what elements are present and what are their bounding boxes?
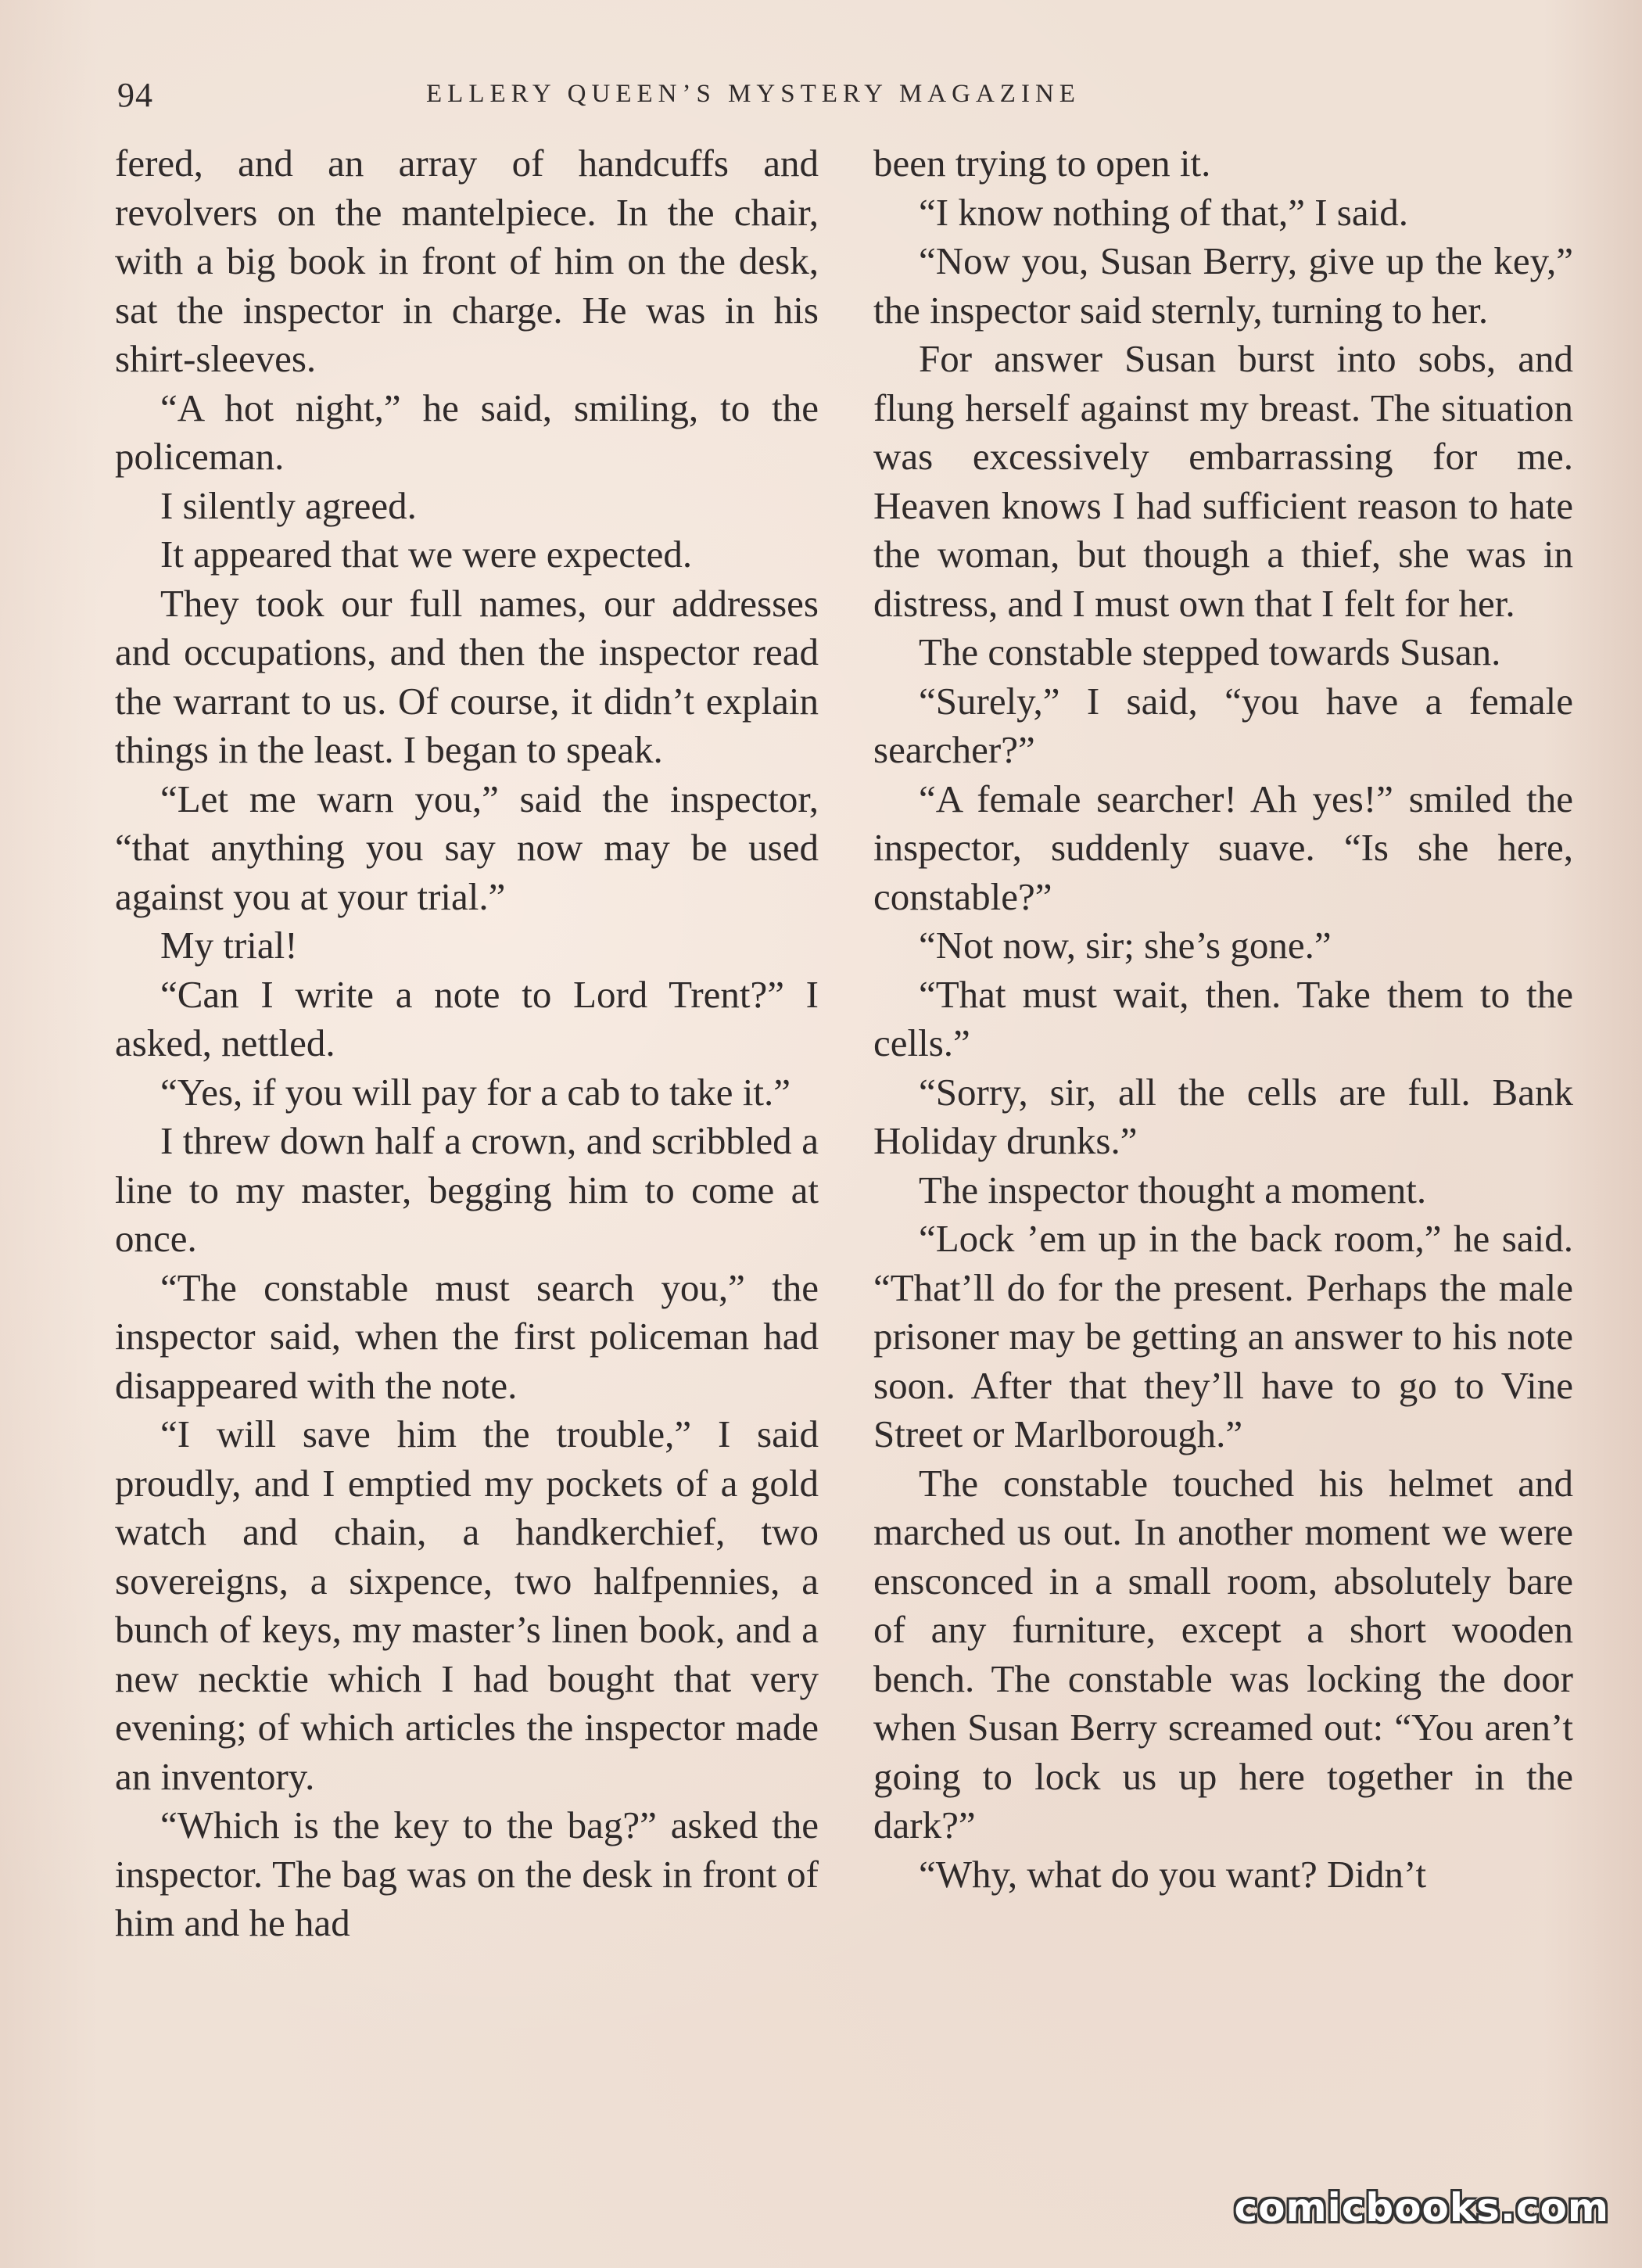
- paragraph: “Now you, Susan Berry, give up the key,” the inspector said sternly, turning to her.: [873, 239, 1573, 332]
- watermark: comicbooks.com: [1234, 2185, 1609, 2230]
- page-number: 94: [117, 76, 153, 114]
- paragraph: “That must wait, then. Take them to the cells.”: [873, 972, 1573, 1064]
- paragraph: been trying to open it.: [873, 142, 1211, 185]
- paragraph: “A female searcher! Ah yes!” smiled the inspector, suddenly suave. “Is she here, constable?”: [873, 777, 1573, 918]
- paragraph: “The constable must search you,” the inspector said, when the first policeman had disappeared with the note.: [115, 1265, 819, 1407]
- paragraph: “A hot night,” he said, smiling, to the policeman.: [115, 386, 819, 478]
- paragraph: “Let me warn you,” said the inspector, “that anything you say now may be used against you at your trial.”: [115, 777, 819, 918]
- paragraph: “Which is the key to the bag?” asked the inspector. The bag was on the desk in front of him and he had: [115, 1803, 819, 1944]
- paragraph: “I know nothing of that,” I said.: [919, 190, 1408, 234]
- left-column: [115, 139, 819, 1948]
- paragraph: I silently agreed.: [160, 483, 417, 527]
- paragraph: I threw down half a crown, and scribbled a line to my master, begging him to come at once.: [115, 1119, 819, 1260]
- page-header: [117, 75, 1572, 122]
- paragraph: “Lock ’em up in the back room,” he said. “That’ll do for the present. Perhaps the male prisoner may be getting an answer to his note soon. After that they’ll have to go to Vine Street or Marlborough.”: [873, 1217, 1573, 1455]
- running-title: ELLERY QUEEN’S MYSTERY MAGAZINE: [426, 80, 1081, 108]
- paragraph: “I will save him the trouble,” I said proudly, and I emptied my pockets of a gold watch and chain, a handkerchief, two sovereigns, a sixpence, two halfpennies, a bunch of keys, my master’s linen book, and a new necktie which I had bought that very evening; of which articles the inspector made an inventory.: [115, 1412, 819, 1798]
- paragraph: The constable stepped towards Susan.: [919, 630, 1501, 673]
- paragraph: “Why, what do you want? Didn’t: [919, 1852, 1427, 1896]
- paragraph: “Surely,” I said, “you have a female searcher?”: [873, 679, 1573, 771]
- right-column: [873, 139, 1573, 1899]
- paragraph: It appeared that we were expected.: [160, 533, 693, 576]
- paragraph: “Yes, if you will pay for a cab to take it.”: [160, 1070, 791, 1114]
- paragraph: “Can I write a note to Lord Trent?” I asked, nettled.: [115, 972, 819, 1064]
- paragraph: fered, and an array of handcuffs and revolvers on the mantelpiece. In the chair, with a big book in front of him on the desk, sat the inspector in charge. He was in his shirt-sleeves.: [115, 142, 819, 380]
- paragraph: They took our full names, our addresses and occupations, and then the inspector read the warrant to us. Of course, it didn’t explain things in the least. I began to speak.: [115, 581, 819, 771]
- paragraph: The inspector thought a moment.: [919, 1168, 1427, 1211]
- paragraph: For answer Susan burst into sobs, and flung herself against my breast. The situation was excessively embarrassing for me. Heaven knows I had sufficient reason to hate the woman, but though a thief, she was in distress, and I must own that I felt for her.: [873, 337, 1573, 625]
- paragraph: My trial!: [160, 924, 298, 967]
- paragraph: The constable touched his helmet and marched us out. In another moment we were ensconced in a small room, absolutely bare of any furniture, except a short wooden bench. The constable was locking the door when Susan Berry screamed out: “You aren’t going to lock us up here together in the dark?”: [873, 1461, 1573, 1846]
- paragraph: “Sorry, sir, all the cells are full. Bank Holiday drunks.”: [873, 1070, 1573, 1162]
- paragraph: “Not now, sir; she’s gone.”: [919, 924, 1332, 967]
